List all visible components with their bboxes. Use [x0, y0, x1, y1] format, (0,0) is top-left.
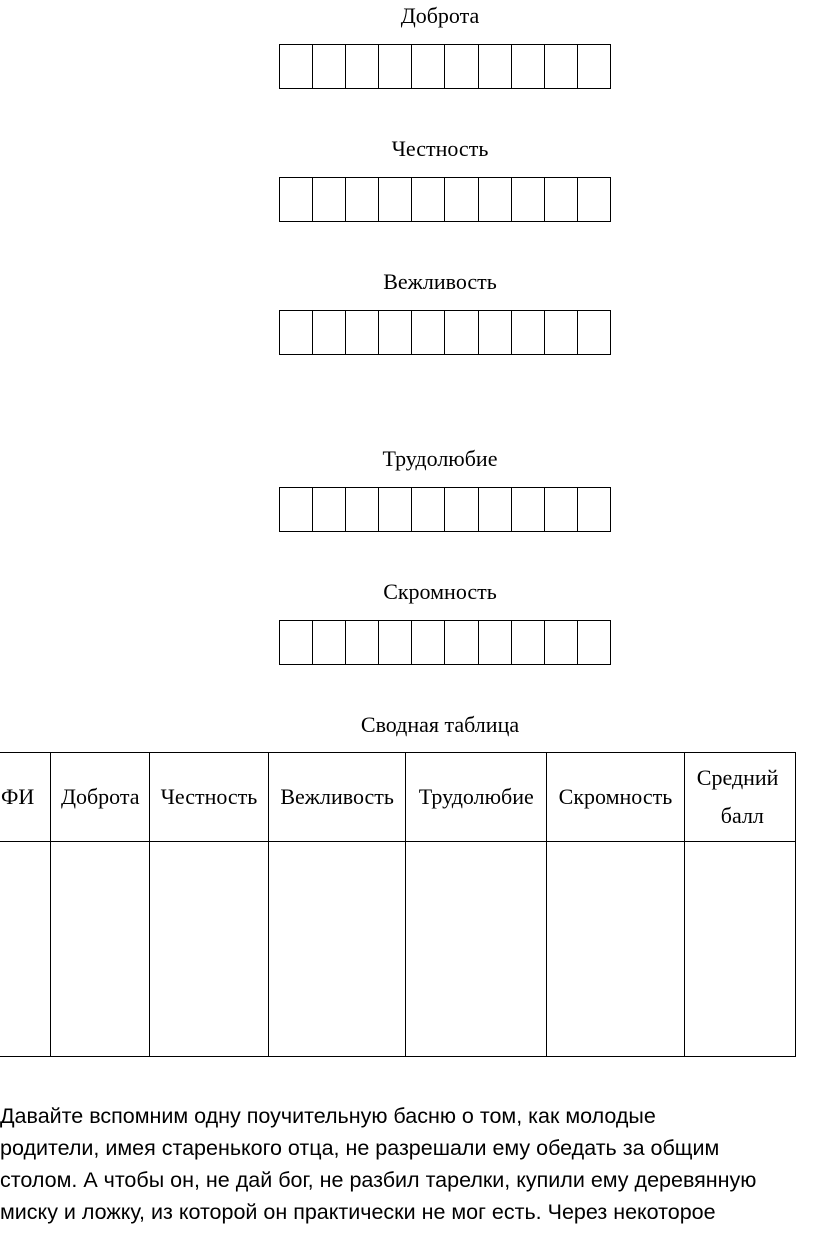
rating-grid-politeness	[279, 310, 611, 355]
rating-cell	[313, 44, 346, 89]
rating-cell	[445, 44, 478, 89]
rating-cell	[412, 310, 445, 355]
rating-cell	[479, 620, 512, 665]
rating-cell	[545, 177, 578, 222]
header-diligence: Трудолюбие	[406, 753, 547, 842]
rating-cell	[578, 44, 611, 89]
summary-title: Сводная таблица	[360, 712, 520, 737]
rating-cell	[512, 177, 545, 222]
rating-grid-honesty	[279, 177, 611, 222]
rating-cell	[445, 310, 478, 355]
rating-cell	[512, 44, 545, 89]
rating-cell	[313, 487, 346, 532]
rating-cell	[545, 44, 578, 89]
header-modesty: Скромность	[547, 753, 685, 842]
header-fi: ФИ	[0, 753, 51, 842]
cell-politeness	[268, 842, 406, 1057]
rating-cell	[280, 177, 313, 222]
rating-cell	[379, 177, 412, 222]
rating-cell	[346, 310, 379, 355]
rating-cell	[313, 620, 346, 665]
rating-cell	[280, 487, 313, 532]
rating-cell	[313, 310, 346, 355]
rating-cell	[578, 620, 611, 665]
cell-kindness	[51, 842, 150, 1057]
cell-modesty	[547, 842, 685, 1057]
header-average-line1: Средний	[696, 765, 779, 790]
rating-cell	[578, 177, 611, 222]
rating-cell	[280, 310, 313, 355]
rating-title-honesty: Честность	[391, 136, 489, 161]
rating-cell	[445, 487, 478, 532]
rating-cell	[379, 620, 412, 665]
summary-header-row	[0, 753, 796, 842]
rating-title-diligence: Трудолюбие	[382, 446, 498, 471]
header-honesty: Честность	[150, 753, 269, 842]
rating-cell	[479, 44, 512, 89]
rating-cell	[379, 44, 412, 89]
rating-cell	[346, 487, 379, 532]
header-kindness: Доброта	[51, 753, 150, 842]
rating-cell	[412, 620, 445, 665]
rating-cell	[512, 620, 545, 665]
rating-grid-kindness	[279, 44, 611, 89]
rating-cell	[545, 310, 578, 355]
rating-cell	[346, 44, 379, 89]
fable-paragraph	[0, 1100, 816, 1228]
summary-table	[0, 752, 796, 1057]
paragraph-line: Давайте вспомним одну поучительную басню о том, как молодые	[0, 1104, 656, 1128]
rating-cell	[578, 487, 611, 532]
rating-title-modesty: Скромность	[383, 579, 497, 604]
rating-cell	[412, 487, 445, 532]
rating-cell	[412, 44, 445, 89]
table-row	[0, 842, 796, 1057]
cell-fi	[0, 842, 51, 1057]
rating-title-politeness: Вежливость	[383, 269, 497, 294]
rating-cell	[512, 487, 545, 532]
paragraph-line: столом. А чтобы он, не дай бог, не разбил тарелки, купили ему деревянную	[0, 1168, 757, 1192]
rating-cell	[379, 310, 412, 355]
rating-cell	[445, 177, 478, 222]
rating-cell	[479, 310, 512, 355]
rating-cell	[479, 487, 512, 532]
rating-cell	[545, 620, 578, 665]
cell-diligence	[406, 842, 547, 1057]
rating-cell	[412, 177, 445, 222]
rating-cell	[313, 177, 346, 222]
cell-average	[684, 842, 795, 1057]
paragraph-line: родители, имея старенького отца, не разрешали ему обедать за общим	[0, 1136, 720, 1160]
rating-cell	[578, 310, 611, 355]
rating-cell	[346, 177, 379, 222]
rating-cell	[445, 620, 478, 665]
rating-grid-diligence	[279, 487, 611, 532]
rating-cell	[545, 487, 578, 532]
rating-cell	[280, 620, 313, 665]
header-average	[684, 753, 795, 842]
rating-title-kindness: Доброта	[400, 3, 480, 28]
rating-cell	[280, 44, 313, 89]
rating-cell	[346, 620, 379, 665]
rating-cell	[512, 310, 545, 355]
header-politeness: Вежливость	[268, 753, 406, 842]
header-average-line2: балл	[720, 803, 764, 828]
cell-honesty	[150, 842, 269, 1057]
rating-grid-modesty	[279, 620, 611, 665]
rating-cell	[379, 487, 412, 532]
paragraph-line: миску и ложку, из которой он практически не мог есть. Через некоторое	[0, 1200, 716, 1224]
rating-cell	[479, 177, 512, 222]
